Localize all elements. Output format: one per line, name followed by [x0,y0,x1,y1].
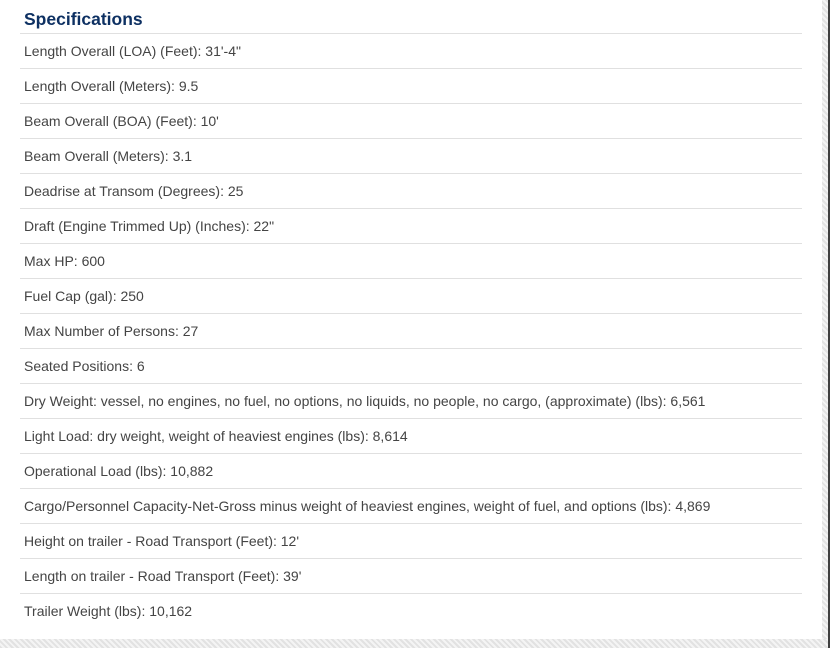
spec-row [20,383,802,418]
spec-text: Height on trailer - Road Transport (Feet): 12' [24,533,300,549]
spec-text: Draft (Engine Trimmed Up) (Inches): 22" [24,218,275,234]
spec-text: Seated Positions: 6 [24,358,145,374]
spec-text: Light Load: dry weight, weight of heaviest engines (lbs): 8,614 [24,428,408,444]
spec-text: Length Overall (LOA) (Feet): 31'-4" [24,43,241,59]
spec-row [20,208,802,243]
spec-text: Max HP: 600 [24,253,105,269]
spec-text: Beam Overall (Meters): 3.1 [24,148,193,164]
spec-text: Dry Weight: vessel, no engines, no fuel, no options, no liquids, no people, no cargo, (approximate) (lbs): 6,561 [24,393,706,409]
spec-row [20,103,802,138]
bottom-border-hatch [0,639,828,648]
spec-text: Length on trailer - Road Transport (Feet): 39' [24,568,302,584]
spec-list [20,33,802,628]
spec-text: Operational Load (lbs): 10,882 [24,463,214,479]
spec-row [20,278,802,313]
spec-text: Trailer Weight (lbs): 10,162 [24,603,193,619]
spec-row [20,33,802,68]
spec-text: Beam Overall (BOA) (Feet): 10' [24,113,219,129]
spec-text: Fuel Cap (gal): 250 [24,288,144,304]
spec-row [20,313,802,348]
spec-text: Cargo/Personnel Capacity-Net-Gross minus weight of heaviest engines, weight of fuel, and options (lbs): 4,869 [24,498,711,514]
spec-row [20,418,802,453]
page-title: Specifications [24,9,143,29]
spec-row [20,488,802,523]
spec-row [20,558,802,593]
spec-row [20,593,802,628]
spec-row [20,68,802,103]
spec-row [20,453,802,488]
spec-row [20,243,802,278]
spec-text: Max Number of Persons: 27 [24,323,199,339]
spec-text: Deadrise at Transom (Degrees): 25 [24,183,244,199]
spec-row [20,348,802,383]
spec-text: Length Overall (Meters): 9.5 [24,78,199,94]
spec-row [20,173,802,208]
spec-row [20,138,802,173]
spec-row [20,523,802,558]
